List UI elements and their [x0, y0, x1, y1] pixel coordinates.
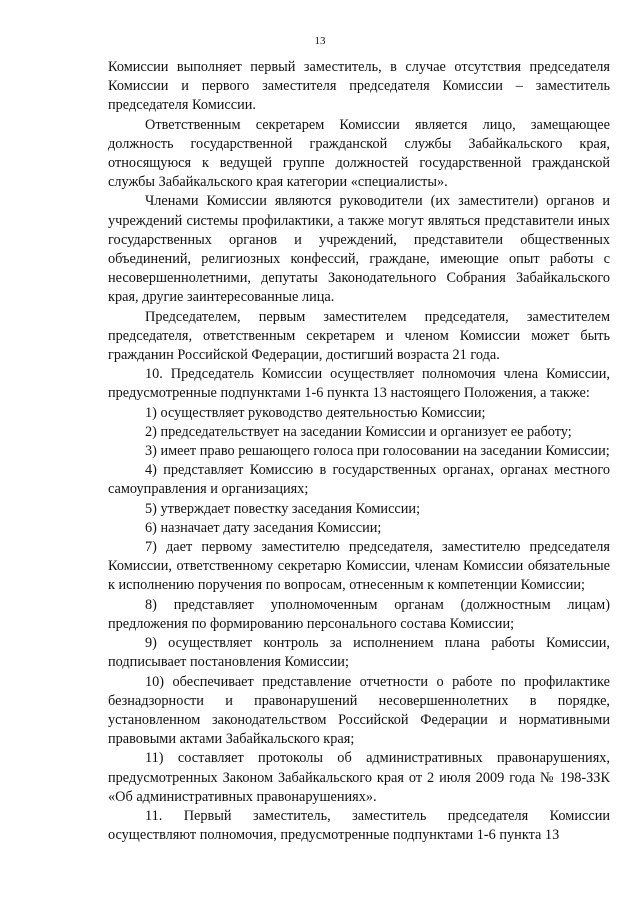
paragraph-secretary: Ответственным секретарем Комиссии является лицо, замещающее должность государственной гражданской службы Забайкальского края, относящуюся к ведущей группе должностей государственной гражданской службы Забайкальского края категории «специалисты». — [108, 116, 610, 191]
list-item-5: 5) утверждает повестку заседания Комиссии; — [145, 500, 421, 517]
list-item-3: 3) имеет право решающего голоса при голосовании на заседании Комиссии; — [145, 443, 610, 460]
list-item-9: 9) осуществляет контроль за исполнением плана работы Комиссии, подписывает постановления Комиссии; — [108, 635, 610, 671]
list-item-1: 1) осуществляет руководство деятельностью Комиссии; — [145, 404, 486, 421]
document-body — [108, 58, 610, 845]
clause-10: 10. Председатель Комиссии осуществляет полномочия члена Комиссии, предусмотренные подпунктами 1-6 пункта 13 настоящего Положения, а также: — [108, 366, 610, 402]
list-item-4: 4) представляет Комиссию в государственных органах, органах местного самоуправления и организациях; — [108, 462, 610, 498]
list-item-10: 10) обеспечивает представление отчетности о работе по профилактике безнадзорности и правонарушений несовершеннолетних в порядке, установленном законодательством Российской Федерации и нормативными правовыми актами Забайкальского края; — [108, 673, 610, 748]
list-item-11: 11) составляет протоколы об административных правонарушениях, предусмотренных Законом Забайкальского края от 2 июля 2009 года № 198-ЗЗК «Об административных правонарушениях». — [108, 750, 610, 805]
list-item-2: 2) председательствует на заседании Комиссии и организует ее работу; — [145, 423, 572, 440]
list-item-7: 7) дает первому заместителю председателя, заместителю председателя Комиссии, ответственному секретарю Комиссии, членам Комиссии обязательные к исполнению поручения по вопросам, отнесенным к компетенции Комиссии; — [108, 539, 610, 594]
clause-11: 11. Первый заместитель, заместитель председателя Комиссии осуществляют полномочия, предусмотренные подпунктами 1-6 пункта 13 — [108, 807, 610, 844]
paragraph-continuation: Комиссии выполняет первый заместитель, в случае отсутствия председателя Комиссии и первого заместителя председателя Комиссии – заместитель председателя Комиссии. — [108, 59, 610, 114]
paragraph-members: Членами Комиссии являются руководители (их заместители) органов и учреждений системы профилактики, а также могут являться представители иных государственных органов и учреждений, представители общественных объединений, религиозных конфессий, граждане, имеющие опыт работы с несовершеннолетними, депутаты Законодательного Собрания Забайкальского края, другие заинтересованные лица. — [108, 193, 610, 306]
list-item-8: 8) представляет уполномоченным органам (должностным лицам) предложения по формированию персонального состава Комиссии; — [108, 596, 610, 632]
list-item-6: 6) назначает дату заседания Комиссии; — [145, 519, 382, 536]
page-number: 13 — [314, 35, 326, 47]
paragraph-eligibility: Председателем, первым заместителем председателя, заместителем председателя, ответственным секретарем и членом Комиссии может быть гражданин Российской Федерации, достигший возраста 21 года. — [108, 308, 610, 364]
